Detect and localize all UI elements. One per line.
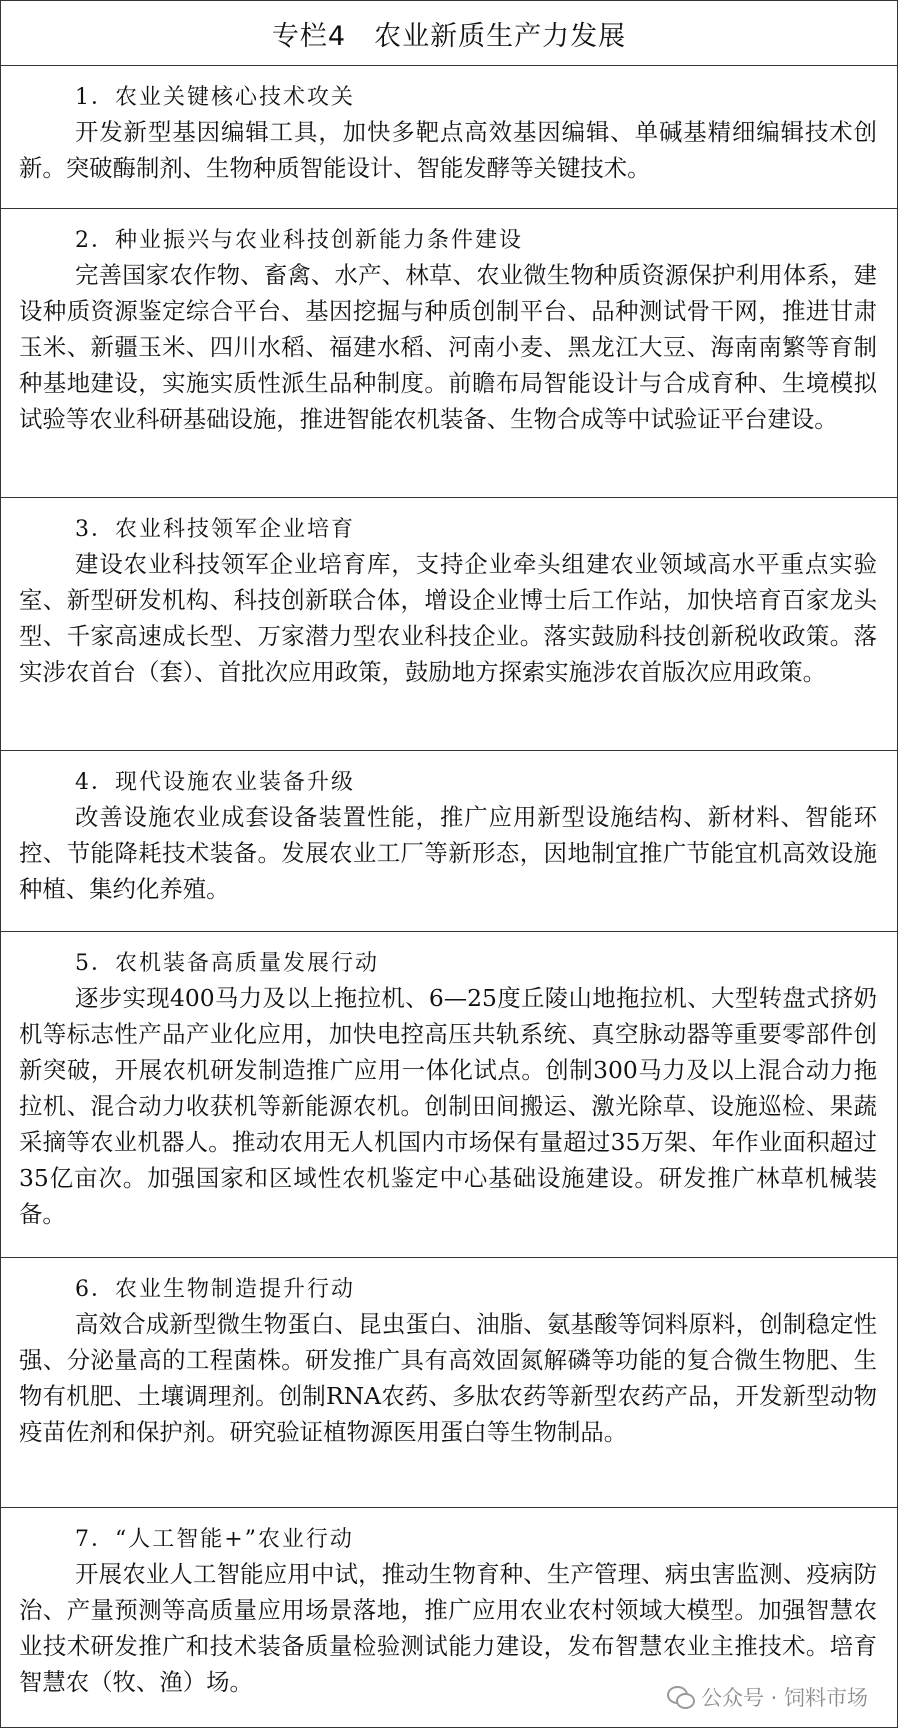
column-title-row — [1, 1, 897, 66]
column-title: 专栏4 农业新质生产力发展 — [271, 20, 627, 52]
section-body: 建设农业科技领军企业培育库，支持企业牵头组建农业领域高水平重点实验室、新型研发机构、科技创新联合体，增设企业博士后工作站，加快培育百家龙头型、千家高速成长型、万家潜力型农业科技企业。落实鼓励科技创新税收政策。落实涉农首台（套）、首批次应用政策，鼓励地方探索实施涉农首版次应用政策。 — [19, 550, 877, 686]
section-heading: 7．“人工智能+”农业行动 — [75, 1527, 354, 1552]
section-body: 开发新型基因编辑工具，加快多靶点高效基因编辑、单碱基精细编辑技术创新。突破酶制剂、生物种质智能设计、智能发酵等关键技术。 — [19, 118, 877, 182]
section-heading: 4．现代设施农业装备升级 — [75, 770, 355, 795]
section-1 — [1, 66, 897, 209]
section-body: 改善设施农业成套设备装置性能，推广应用新型设施结构、新材料、智能环控、节能降耗技术装备。发展农业工厂等新形态，因地制宜推广节能宜机高效设施种植、集约化养殖。 — [19, 803, 877, 903]
watermark-text: 公众号 · 饲料市场 — [700, 1686, 868, 1710]
section-heading: 2．种业振兴与农业科技创新能力条件建设 — [75, 228, 523, 253]
section-5 — [1, 932, 897, 1258]
wechat-icon — [667, 1686, 693, 1708]
section-3 — [1, 498, 897, 751]
section-body: 逐步实现400马力及以上拖拉机、6—25度丘陵山地拖拉机、大型转盘式挤奶机等标志性产品产业化应用，加快电控高压共轨系统、真空脉动器等重要零部件创新突破，开展农机研发制造推广应用一体化试点。创制300马力及以上混合动力拖拉机、混合动力收获机等新能源农机。创制田间搬运、激光除草、设施巡检、果蔬采摘等农业机器人。推动农用无人机国内市场保有量超过35万架、年作业面积超过35亿亩次。加强国家和区域性农机鉴定中心基础设施建设。研发推广林草机械装备。 — [19, 984, 877, 1228]
section-6 — [1, 1258, 897, 1508]
section-2 — [1, 209, 897, 498]
section-heading: 3．农业科技领军企业培育 — [75, 517, 355, 542]
section-heading: 6．农业生物制造提升行动 — [75, 1277, 355, 1302]
section-heading: 1．农业关键核心技术攻关 — [75, 85, 355, 110]
watermark — [663, 1680, 872, 1714]
section-4 — [1, 751, 897, 932]
section-body: 高效合成新型微生物蛋白、昆虫蛋白、油脂、氨基酸等饲料原料，创制稳定性强、分泌量高的工程菌株。研发推广具有高效固氮解磷等功能的复合微生物肥、生物有机肥、土壤调理剂。创制RNA农药、多肽农药等新型农药产品，开发新型动物疫苗佐剂和保护剂。研究验证植物源医用蛋白等生物制品。 — [19, 1310, 877, 1446]
section-body: 开展农业人工智能应用中试，推动生物育种、生产管理、病虫害监测、疫病防治、产量预测等高质量应用场景落地，推广应用农业农村领域大模型。加强智慧农业技术研发推广和技术装备质量检验测试能力建设，发布智慧农业主推技术。培育智慧农（牧、渔）场。 — [19, 1560, 877, 1696]
section-heading: 5．农机装备高质量发展行动 — [75, 951, 379, 976]
section-body: 完善国家农作物、畜禽、水产、林草、农业微生物种质资源保护利用体系，建设种质资源鉴定综合平台、基因挖掘与种质创制平台、品种测试骨干网，推进甘肃玉米、新疆玉米、四川水稻、福建水稻、河南小麦、黑龙江大豆、海南南繁等育制种基地建设，实施实质性派生品种制度。前瞻布局智能设计与合成育种、生境模拟试验等农业科研基础设施，推进智能农机装备、生物合成等中试验证平台建设。 — [19, 261, 877, 433]
